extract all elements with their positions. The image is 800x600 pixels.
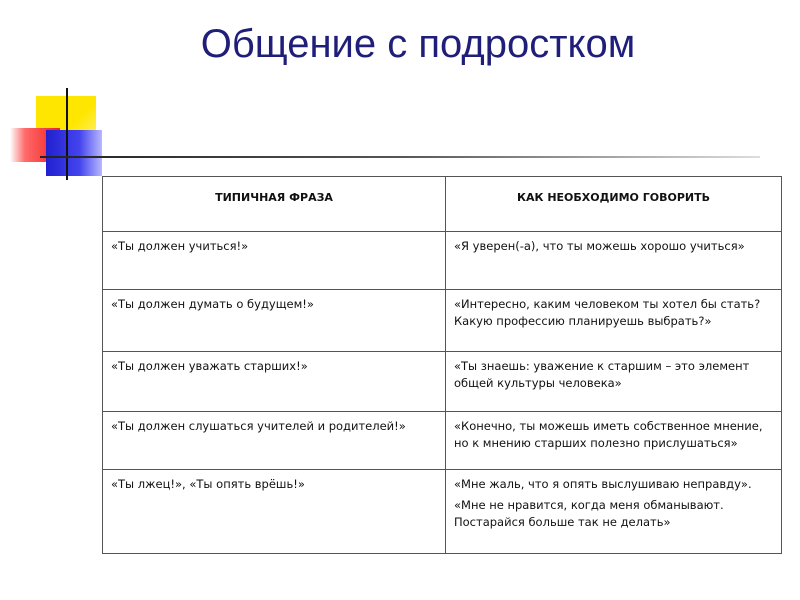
table-row [103,290,782,352]
phrases-table [102,176,782,554]
advice-cell [446,352,782,412]
table-row [103,470,782,554]
advice-line: Какую профессию планируешь выбрать?» [454,314,712,328]
advice-line: Постарайся больше так не делать» [454,515,671,529]
typical-phrase-cell: «Ты должен учиться!» [103,232,446,290]
slide-title: Общение с подростком [200,22,636,66]
typical-phrase-cell: «Ты должен уважать старших!» [103,352,446,412]
column-header-advice: КАК НЕОБХОДИМО ГОВОРИТЬ [446,177,782,232]
advice-line: но к мнению старших полезно прислушаться» [454,436,738,450]
advice-line: «Интересно, каким человеком ты хотел бы стать? [454,297,761,311]
advice-line: общей культуры человека» [454,376,622,390]
advice-cell [446,232,782,290]
advice-line: «Конечно, ты можешь иметь собственное мнение, [454,419,763,433]
title-divider-line [40,156,760,158]
table-header-row [103,177,782,232]
table-row [103,232,782,290]
table-row [103,412,782,470]
typical-phrase-cell: «Ты лжец!», «Ты опять врёшь!» [103,470,446,554]
advice-line: «Мне жаль, что я опять выслушиваю неправду». [454,477,752,491]
column-header-typical: ТИПИЧНАЯ ФРАЗА [103,177,446,232]
table-row [103,352,782,412]
advice-cell [446,290,782,352]
advice-line: «Мне не нравится, когда меня обманывают. [454,498,724,512]
typical-phrase-cell: «Ты должен слушаться учителей и родителей!» [103,412,446,470]
decor-vertical-line [66,88,68,180]
advice-cell [446,412,782,470]
advice-line: «Я уверен(-а), что ты можешь хорошо учиться» [454,239,745,253]
typical-phrase-cell: «Ты должен думать о будущем!» [103,290,446,352]
advice-line: «Ты знаешь: уважение к старшим – это элемент [454,359,750,373]
decor-blue-square [46,130,102,176]
advice-cell [446,470,782,554]
